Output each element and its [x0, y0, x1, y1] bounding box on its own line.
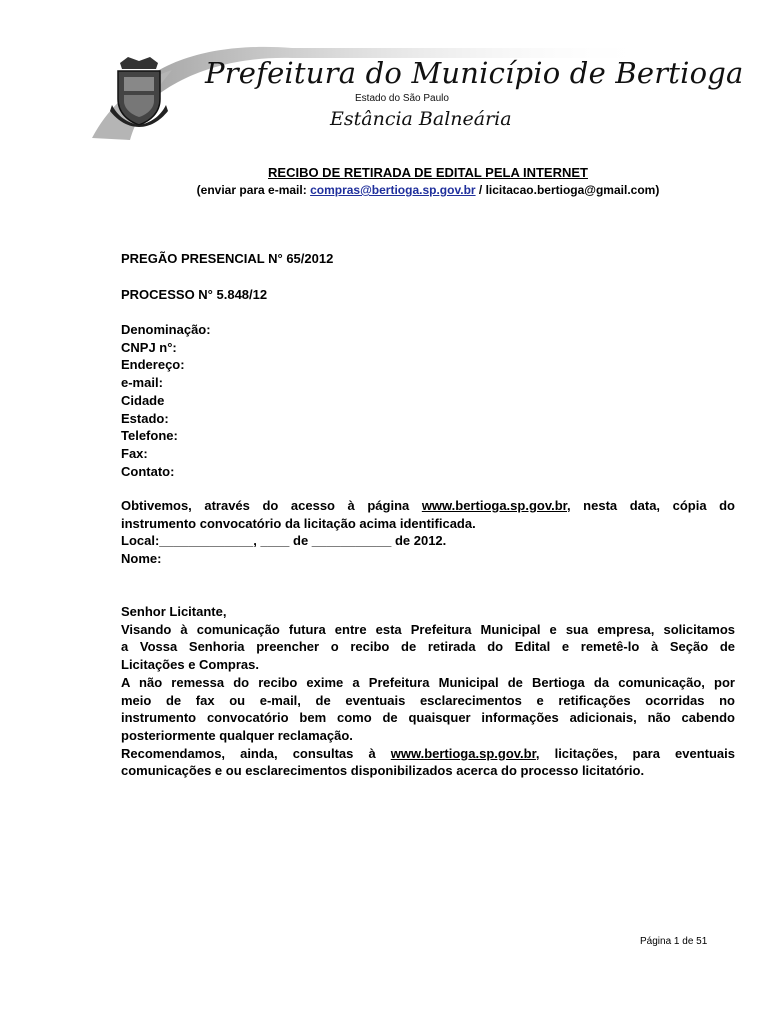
para2-line-3: instrumento convocatório bem como de quaisquer informações adicionais, não cabendo — [121, 710, 735, 726]
obtivemos-line-1 — [121, 497, 735, 515]
para3-last: comunicações e ou esclarecimentos disponibilizados acerca do processo licitatório. — [121, 763, 645, 779]
obtivemos-suffix: , nesta data, cópia do — [567, 498, 735, 513]
salutation: Senhor Licitante, — [121, 604, 227, 619]
para1-last: Licitações e Compras. — [121, 657, 259, 673]
para3-suffix: , licitações, para eventuais — [535, 745, 735, 761]
header-subtitle: Estado do São Paulo — [355, 93, 449, 104]
obtivemos-line-2: instrumento convocatório da licitação acima identificada. — [121, 515, 476, 531]
email-prefix: (enviar para e-mail: — [196, 183, 311, 197]
para2-line-1: A não remessa do recibo exime a Prefeitura Municipal de Bertioga da comunicação, por — [121, 674, 735, 690]
field-cnpj: CNPJ n°: — [121, 339, 177, 355]
field-estado: Estado: — [121, 410, 169, 426]
field-contato: Contato: — [121, 463, 175, 479]
para2-line-2: meio de fax ou e-mail, de eventuais esclarecimentos e retificações ocorridas no — [121, 692, 735, 708]
obtivemos-prefix: Obtivemos, através do acesso à página — [121, 498, 422, 513]
field-telefone: Telefone: — [121, 428, 178, 444]
coat-of-arms-icon — [108, 55, 170, 127]
processo-heading: PROCESSO N° 5.848/12 — [121, 287, 268, 302]
email-instruction — [121, 182, 735, 200]
para3-line-1 — [121, 745, 735, 763]
local-line: Local:_____________, ____ de ___________ de 2012. — [121, 533, 447, 549]
para1-line-2: a Vossa Senhoria preencher o recibo de retirada do Edital e remetê-lo à Seção de — [121, 639, 735, 655]
obtivemos-paragraph — [121, 497, 735, 568]
para1-line-1: Visando à comunicação futura entre esta Prefeitura Municipal e sua empresa, solicitamos — [121, 621, 735, 637]
para3-site-link[interactable]: www.bertioga.sp.gov.br — [390, 745, 536, 761]
header-title: Prefeitura do Município de Bertioga — [205, 56, 744, 90]
para2-last: posteriormente qualquer reclamação. — [121, 727, 353, 743]
fields-list — [121, 321, 735, 480]
page-number: Página 1 de 51 — [640, 936, 708, 947]
nome-line: Nome: — [121, 551, 162, 567]
field-endereco: Endereço: — [121, 357, 185, 373]
email-link[interactable]: compras@bertioga.sp.gov.br — [310, 183, 476, 197]
notice-section — [121, 603, 735, 780]
pregao-heading: PREGÃO PRESENCIAL N° 65/2012 — [121, 251, 334, 266]
para3-prefix: Recomendamos, ainda, consultas à — [121, 745, 391, 761]
field-denominacao: Denominação: — [121, 322, 211, 337]
document-title: RECIBO DE RETIRADA DE EDITAL PELA INTERNET — [268, 165, 588, 180]
header-motto: Estância Balneária — [330, 108, 512, 130]
email-suffix: / licitacao.bertioga@gmail.com) — [475, 183, 660, 197]
field-cidade: Cidade — [121, 392, 165, 408]
site-link[interactable]: www.bertioga.sp.gov.br — [421, 498, 567, 513]
field-email: e-mail: — [121, 375, 163, 391]
field-fax: Fax: — [121, 445, 148, 461]
